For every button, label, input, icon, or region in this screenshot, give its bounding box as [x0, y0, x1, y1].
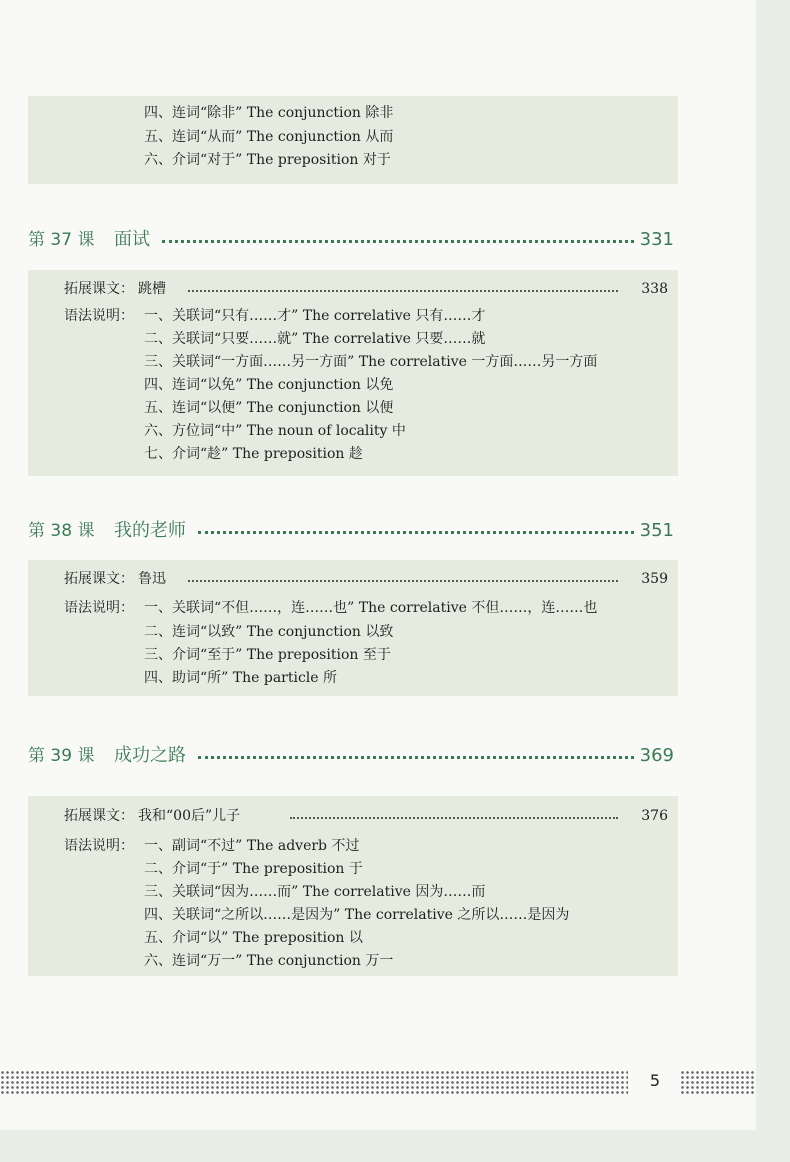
footer-dots-right	[680, 1070, 756, 1096]
leader-dots	[188, 290, 618, 292]
footer-page-number: 5	[649, 1071, 661, 1090]
grammar-label: 语法说明：	[64, 600, 134, 616]
grammar-item: 四、助词“所” The particle 所	[144, 670, 338, 686]
grammar-item: 一、关联词“不但……，连……也” The correlative 不但……，连……也	[144, 600, 598, 616]
grammar-item: 二、介词“于” The preposition 于	[144, 861, 363, 877]
lesson-title: 我的老师	[114, 520, 186, 541]
grammar-label: 语法说明：	[64, 838, 134, 854]
lesson-heading-37[interactable]	[28, 228, 678, 252]
grammar-item: 一、关联词“只有……才” The correlative 只有……才	[144, 308, 486, 324]
lesson-37-details	[28, 270, 678, 476]
grammar-item: 四、连词“除非” The conjunction 除非	[144, 105, 394, 121]
lesson-page: 351	[639, 520, 674, 541]
lesson-number: 第 38 课	[28, 521, 95, 541]
reading-page: 338	[641, 281, 668, 297]
lesson-number: 第 37 课	[28, 230, 95, 250]
grammar-item: 一、副词“不过” The adverb 不过	[144, 838, 360, 854]
reading-page: 359	[641, 571, 668, 587]
lesson-title: 成功之路	[114, 745, 186, 766]
lesson-page: 369	[639, 745, 674, 766]
grammar-label: 语法说明：	[64, 308, 134, 324]
grammar-item: 三、介词“至于” The preposition 至于	[144, 647, 391, 663]
reading-label: 拓展课文：	[64, 808, 134, 824]
grammar-item: 四、连词“以免” The conjunction 以免	[144, 377, 394, 393]
leader-dots	[162, 240, 634, 243]
grammar-item: 六、方位词“中” The noun of locality 中	[144, 423, 406, 439]
grammar-item: 七、介词“趁” The preposition 趁	[144, 446, 363, 462]
lesson-number: 第 39 课	[28, 746, 95, 766]
lesson-heading-39[interactable]	[28, 744, 678, 768]
lesson-38-details	[28, 560, 678, 696]
reading-row[interactable]	[28, 570, 678, 590]
grammar-item: 三、关联词“因为……而” The correlative 因为……而	[144, 884, 486, 900]
reading-label: 拓展课文：	[64, 281, 134, 297]
reading-title: 跳槽	[138, 281, 166, 297]
reading-row[interactable]	[28, 807, 678, 827]
grammar-item: 六、连词“万一” The conjunction 万一	[144, 953, 394, 969]
leader-dots	[290, 817, 618, 819]
lesson-39-details	[28, 796, 678, 976]
reading-title: 鲁迅	[138, 571, 166, 587]
reading-page: 376	[641, 808, 668, 824]
grammar-item: 四、关联词“之所以……是因为” The correlative 之所以……是因为	[144, 907, 570, 923]
grammar-item: 五、连词“从而” The conjunction 从而	[144, 129, 394, 145]
lesson-title: 面试	[114, 229, 150, 250]
leader-dots	[198, 756, 634, 759]
leader-dots	[188, 580, 618, 582]
grammar-item: 二、关联词“只要……就” The correlative 只要……就	[144, 331, 486, 347]
grammar-item: 三、关联词“一方面……另一方面” The correlative 一方面……另一方面	[144, 354, 598, 370]
reading-title: 我和“00后”儿子	[138, 808, 241, 824]
lesson-heading-38[interactable]	[28, 519, 678, 543]
grammar-item: 六、介词“对于” The preposition 对于	[144, 152, 391, 168]
leader-dots	[198, 531, 634, 534]
footer-dots-left	[0, 1070, 628, 1096]
lesson-page: 331	[639, 229, 674, 250]
reading-label: 拓展课文：	[64, 571, 134, 587]
grammar-item: 五、介词“以” The preposition 以	[144, 930, 363, 946]
grammar-item: 五、连词“以便” The conjunction 以便	[144, 400, 394, 416]
grammar-box-continued	[28, 96, 678, 184]
grammar-item: 二、连词“以致” The conjunction 以致	[144, 624, 394, 640]
reading-row[interactable]	[28, 280, 678, 300]
